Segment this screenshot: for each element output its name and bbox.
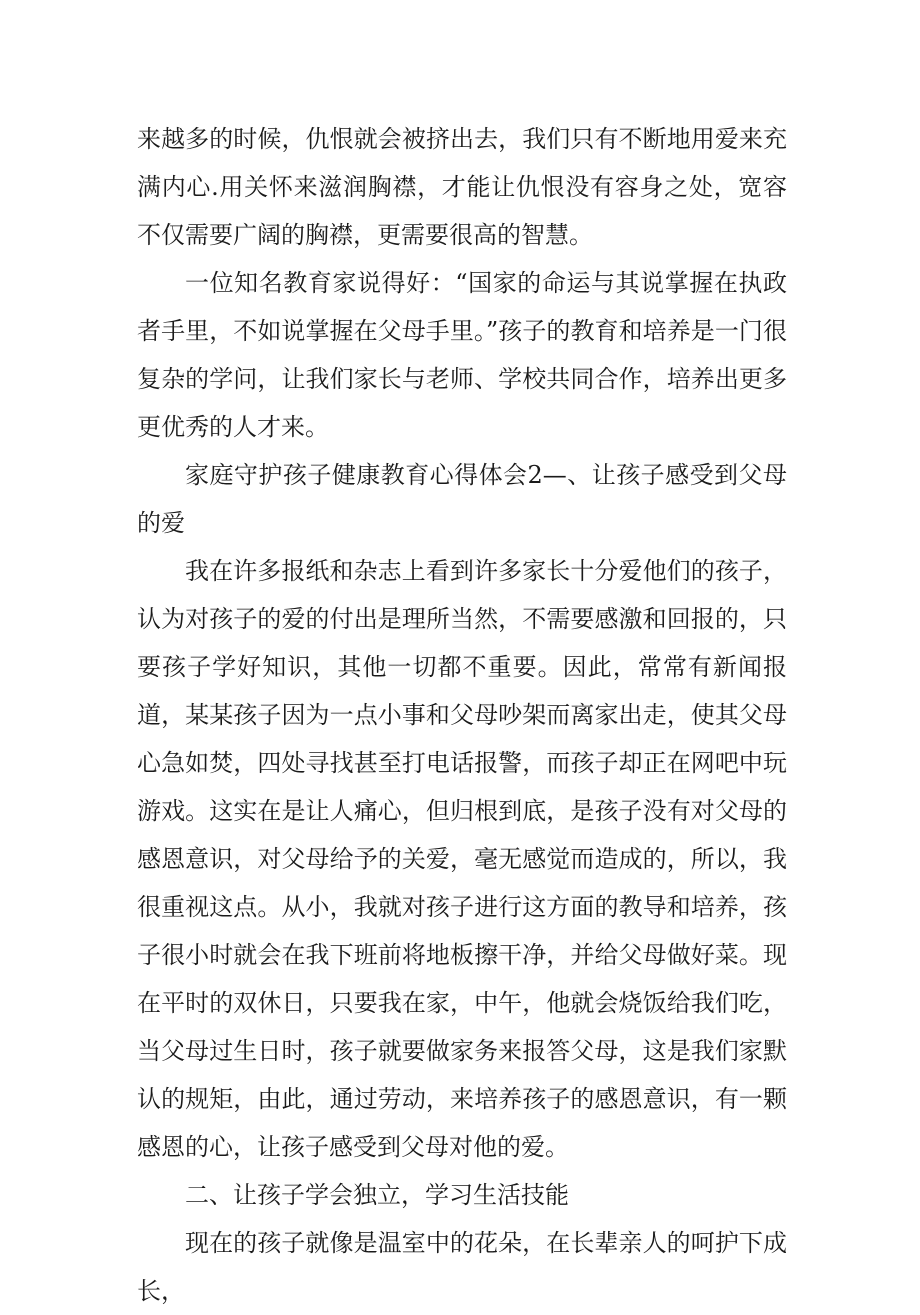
paragraph-gratitude: 我在许多报纸和杂志上看到许多家长十分爱他们的孩子，认为对孩子的爱的付出是理所当然，不需要感激和回报的，只要孩子学好知识，其他一切都不重要。因此，常常有新闻报道，某某孩子因为一点小事和父母吵架而离家出走，使其父母心急如焚，四处寻找甚至打电话报警，而孩子却正在网吧中玩游戏。这实在是让人痛心，但归根到底，是孩子没有对父母的感恩意识，对父母给予的关爱，毫无感觉而造成的，所以，我很重视这点。从小，我就对孩子进行这方面的教导和培养，孩子很小时就会在我下班前将地板擦干净，并给父母做好菜。现在平时的双休日，只要我在家，中午，他就会烧饭给我们吃，当父母过生日时，孩子就要做家务来报答父母，这是我们家默认的规矩，由此，通过劳动，来培养孩子的感恩意识，有一颗感恩的心，让孩子感受到父母对他的爱。: [137, 557, 787, 1161]
paragraph-continuation: 来越多的时候，仇恨就会被挤出去，我们只有不断地用爱来充满内心.用关怀来滋润胸襟，才能让仇恨没有容身之处，宽容不仅需要广阔的胸襟，更需要很高的智慧。: [137, 125, 787, 249]
paragraph-educator-quote: 一位知名教育家说得好：“国家的命运与其说掌握在执政者手里，不如说掌握在父母手里。”孩子的教育和培养是一门很复杂的学问，让我们家长与老师、学校共同合作，培养出更多更优秀的人才来。: [137, 269, 787, 441]
paragraph-greenhouse-flowers: 现在的孩子就像是温室中的花朵，在长辈亲人的呵护下成长，: [137, 1229, 787, 1305]
section-heading-independence: 二、让孩子学会独立，学习生活技能: [185, 1181, 569, 1209]
document-body: [137, 115, 787, 1315]
section-heading-part-2: 家庭守护孩子健康教育心得体会2—、让孩子感受到父母的爱: [137, 461, 787, 537]
